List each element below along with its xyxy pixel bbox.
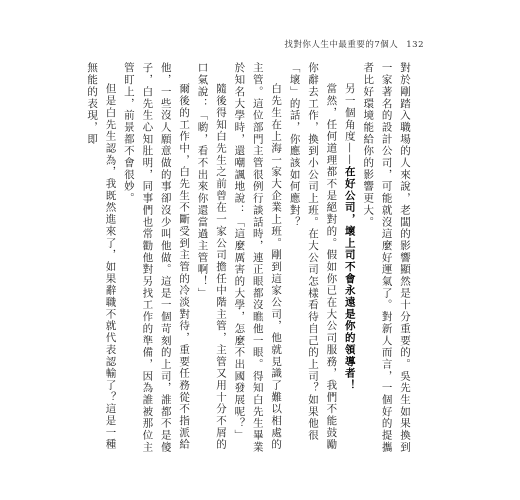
paragraph-text: 對於剛踏入職場的人來說，老闆的影響顯然是十分重要的。吳先生如果換到一家著名的設計公司，可能就沒這麼好運氣了。對新人而言，一個好的提攜者比好環境能給你的影響更大。 <box>362 62 411 454</box>
paragraph <box>285 62 340 454</box>
paragraph <box>193 62 230 454</box>
book-title: 找對你人生中最重要的7個人 <box>284 40 399 50</box>
emphasis-text: 在好公司，壞上司不會永遠是你的領導者！ <box>343 165 356 392</box>
page-number: 132 <box>406 40 424 50</box>
paragraph <box>83 62 120 454</box>
vertical-body-text <box>86 62 414 454</box>
paragraph <box>230 62 285 454</box>
paragraph-text: 爾後的工作中，白先生不斷受到主管的冷淡對待，重要任務從不指派給他，一些沒人願意做的事卻沒少叫他做。這是一個苛刻的上司，誰都不是傻子，白先生心知肚明，同事們也常勸他對另找工作的準備，因為誰被那位主管盯上，前景都不會很妙。 <box>122 62 191 454</box>
paragraph-text: 但是白先生認為，我既然進來了，如果辭職不就代表認輸了？這是一種無能的表現，即 <box>86 62 117 451</box>
paragraph <box>359 62 414 454</box>
paragraph-text: 白先生在上海一家大企業上班。剛到這家公司，他就見識了難以相處的主管。這位部門主管很例行談話時，連正眼都沒瞧他一眼。得知白先生畢業於知名大學時，還嘲諷地說：「這麼厲害的大學，怎麼不出國發展呢？」 <box>233 62 283 454</box>
paragraph-text: 隨後得知白先生之前曾在一家公司擔任中階主管，主管又用十分不屑的口氣說：「喲，看不出來你還當過主管啊！」 <box>196 62 227 451</box>
paragraph-text: 當然，任何道理都不是絕對的。假如你已在大公司服務，我們不能鼓勵你辭去工作，換到小公司上班。在大公司怎樣看待自己的上司？如果他很「壞」的話，你應該如何應對？ <box>288 62 338 451</box>
paragraph-text: 另一個角度—— <box>343 83 356 166</box>
paragraph <box>120 62 194 454</box>
paragraph <box>340 62 358 454</box>
running-header <box>284 38 424 50</box>
